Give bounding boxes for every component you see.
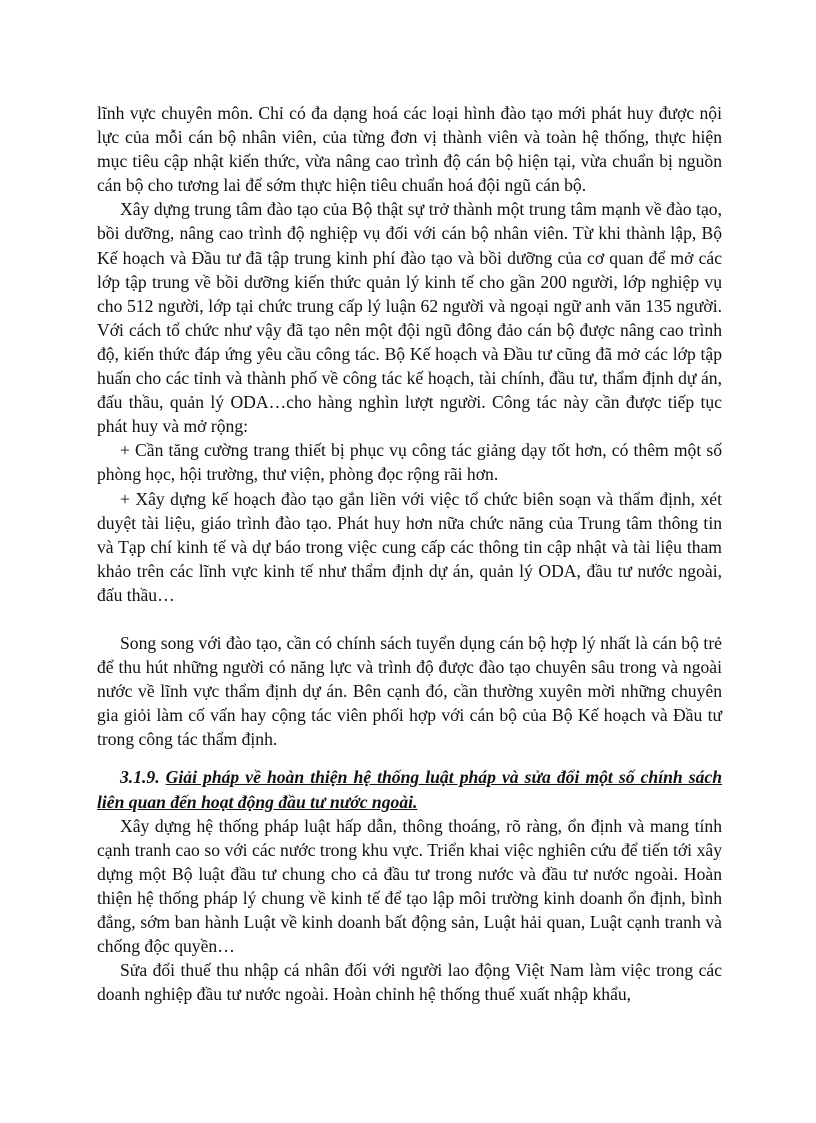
paragraph-training-center: Xây dựng trung tâm đào tạo của Bộ thật sự trở thành một trung tâm mạnh về đào tạo, bồi dưỡng, nâng cao trình độ nghiệp vụ đối với cán bộ nhân viên. Từ khi thành lập, Bộ Kế hoạch và Đầu tư đã tập trung kinh phí đào tạo và bồi dưỡng của cơ quan để mở các lớp tập trung về bồi dưỡng kiến thức quản lý kinh tế cho gần 200 người, lớp nghiệp vụ cho 512 người, lớp tại chức trung cấp lý luận 62 người và ngoại ngữ anh văn 135 người. Với cách tổ chức như vậy đã tạo nên một đội ngũ đông đảo cán bộ được nâng cao trình độ, kiến thức đáp ứng yêu cầu công tác. Bộ Kế hoạch và Đầu tư cũng đã mở các lớp tập huấn cho các tỉnh và thành phố về công tác kế hoạch, tài chính, đầu tư, thẩm định dự án, đấu thầu, quản lý ODA…cho hàng nghìn lượt người. Công tác này cần được tiếp tục phát huy và mở rộng: — [97, 199, 722, 437]
section-heading — [97, 765, 722, 813]
section-spacer — [97, 751, 722, 765]
bullet-training-plan: + Xây dựng kế hoạch đào tạo gắn liền với việc tổ chức biên soạn và thẩm định, xét duyệt tài liệu, giáo trình đào tạo. Phát huy hơn nữa chức năng của Trung tâm thông tin và Tạp chí kinh tế và dự báo trong việc cung cấp các thông tin cập nhật và tài liệu tham khảo trên các lĩnh vực kinh tế như thẩm định dự án, quản lý ODA, đầu tư nước ngoài, đấu thầu… — [97, 488, 722, 605]
paragraph-spacer — [97, 607, 722, 631]
bullet-equipment: + Cần tăng cường trang thiết bị phục vụ công tác giảng dạy tốt hơn, có thêm một số phòng học, hội trường, thư viện, phòng đọc rộng rãi hơn. — [97, 440, 722, 485]
section-number: 3.1.9. — [120, 767, 160, 788]
paragraph-recruitment: Song song với đào tạo, cần có chính sách tuyển dụng cán bộ hợp lý nhất là cán bộ trẻ để thu hút những người có năng lực và trình độ được đào tạo chuyên sâu trong và ngoài nước về lĩnh vực thẩm định dự án. Bên cạnh đó, cần thường xuyên mời những chuyên gia giỏi làm cố vấn hay cộng tác viên phối hợp với cán bộ của Bộ Kế hoạch và Đầu tư trong công tác thẩm định. — [97, 632, 722, 750]
paragraph-intro: lĩnh vực chuyên môn. Chỉ có đa dạng hoá các loại hình đào tạo mới phát huy được nội lực của mỗi cán bộ nhân viên, của từng đơn vị thành viên và toàn hệ thống, thực hiện mục tiêu cập nhật kiến thức, vừa nâng cao trình độ cán bộ hiện tại, vừa chuẩn bị nguồn cán bộ cho tương lai để sớm thực hiện tiêu chuẩn hoá đội ngũ cán bộ. — [97, 103, 722, 196]
paragraph-tax: Sửa đổi thuế thu nhập cá nhân đối với người lao động Việt Nam làm việc trong các doanh nghiệp đầu tư nước ngoài. Hoàn chỉnh hệ thống thuế xuất nhập khẩu, — [97, 960, 722, 1005]
section-title: Giải pháp về hoàn thiện hệ thống luật pháp và sửa đổi một số chính sách liên quan đến hoạt động đầu tư nước ngoài. — [97, 767, 722, 812]
document-page — [97, 101, 722, 1006]
paragraph-legal-system: Xây dựng hệ thống pháp luật hấp dẫn, thông thoáng, rõ ràng, ổn định và mang tính cạnh tranh cao so với các nước trong khu vực. Triển khai việc nghiên cứu để tiến tới xây dựng một Bộ luật đầu tư chung cho cả đầu tư trong nước và đầu tư nước ngoài. Hoàn thiện hệ thống pháp lý chung về kinh tế để tạo lập môi trường kinh doanh ổn định, bình đẳng, sớm ban hành Luật về kinh doanh bất động sản, Luật hải quan, Luật cạnh tranh và chống độc quyền… — [97, 815, 722, 957]
